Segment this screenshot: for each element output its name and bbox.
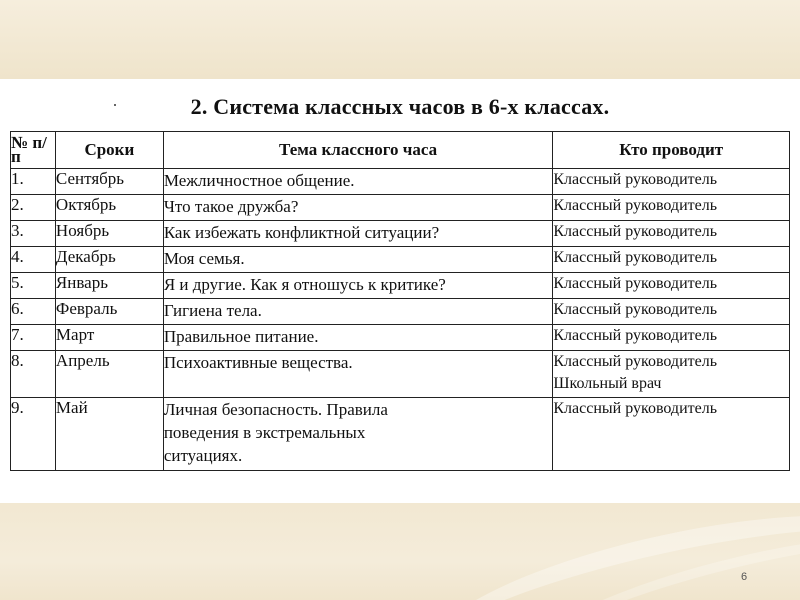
table-row bbox=[11, 351, 790, 398]
row-date: Октябрь bbox=[55, 195, 163, 221]
table-row bbox=[11, 195, 790, 221]
table-row bbox=[11, 169, 790, 195]
row-topic: Личная безопасность. Правила поведения в экстремальных ситуациях. bbox=[163, 398, 553, 471]
row-date: Декабрь bbox=[55, 247, 163, 273]
row-date: Сентябрь bbox=[55, 169, 163, 195]
row-topic: Гигиена тела. bbox=[163, 299, 553, 325]
row-num: 4. bbox=[11, 247, 56, 273]
slide-content bbox=[0, 79, 800, 503]
table-row bbox=[11, 325, 790, 351]
row-num: 3. bbox=[11, 221, 56, 247]
row-topic: Что такое дружба? bbox=[163, 195, 553, 221]
page-number: 6 bbox=[741, 571, 748, 583]
row-date: Февраль bbox=[55, 299, 163, 325]
row-topic: Моя семья. bbox=[163, 247, 553, 273]
header-band bbox=[0, 0, 800, 79]
row-date: Апрель bbox=[55, 351, 163, 398]
table-header-row bbox=[11, 132, 790, 169]
row-topic: Правильное питание. bbox=[163, 325, 553, 351]
header-topic: Тема классного часа bbox=[163, 132, 553, 169]
row-who: Классный руководитель bbox=[553, 221, 790, 247]
row-num: 9. bbox=[11, 398, 56, 471]
table-row bbox=[11, 221, 790, 247]
row-date: Ноябрь bbox=[55, 221, 163, 247]
row-who: Классный руководитель bbox=[553, 273, 790, 299]
footer-band bbox=[0, 503, 800, 600]
table-row bbox=[11, 299, 790, 325]
row-who: Классный руководитель bbox=[553, 325, 790, 351]
row-date: Май bbox=[55, 398, 163, 471]
row-num: 5. bbox=[11, 273, 56, 299]
header-date: Сроки bbox=[55, 132, 163, 169]
row-who: Классный руководитель bbox=[553, 398, 790, 471]
row-who: Классный руководитель bbox=[553, 247, 790, 273]
header-num: № п/п bbox=[11, 132, 56, 169]
row-num: 2. bbox=[11, 195, 56, 221]
row-date: Март bbox=[55, 325, 163, 351]
row-who-line1: Классный руководитель bbox=[553, 353, 718, 370]
table-row bbox=[11, 247, 790, 273]
row-num: 1. bbox=[11, 169, 56, 195]
schedule-table bbox=[10, 131, 790, 471]
row-topic: Я и другие. Как я отношусь к критике? bbox=[163, 273, 553, 299]
row-date: Январь bbox=[55, 273, 163, 299]
table-row bbox=[11, 398, 790, 471]
row-who bbox=[553, 351, 790, 398]
row-who: Классный руководитель bbox=[553, 169, 790, 195]
row-who: Классный руководитель bbox=[553, 195, 790, 221]
row-topic: Межличностное общение. bbox=[163, 169, 553, 195]
row-topic: Как избежать конфликтной ситуации? bbox=[163, 221, 553, 247]
page-title: 2. Система классных часов в 6-х классах. bbox=[190, 94, 610, 119]
row-who: Классный руководитель bbox=[553, 299, 790, 325]
row-num: 7. bbox=[11, 325, 56, 351]
header-who: Кто проводит bbox=[553, 132, 790, 169]
row-num: 8. bbox=[11, 351, 56, 398]
row-num: 6. bbox=[11, 299, 56, 325]
table-row bbox=[11, 273, 790, 299]
row-topic: Психоактивные вещества. bbox=[163, 351, 553, 398]
row-who-line2: Школьный врач bbox=[553, 375, 662, 392]
